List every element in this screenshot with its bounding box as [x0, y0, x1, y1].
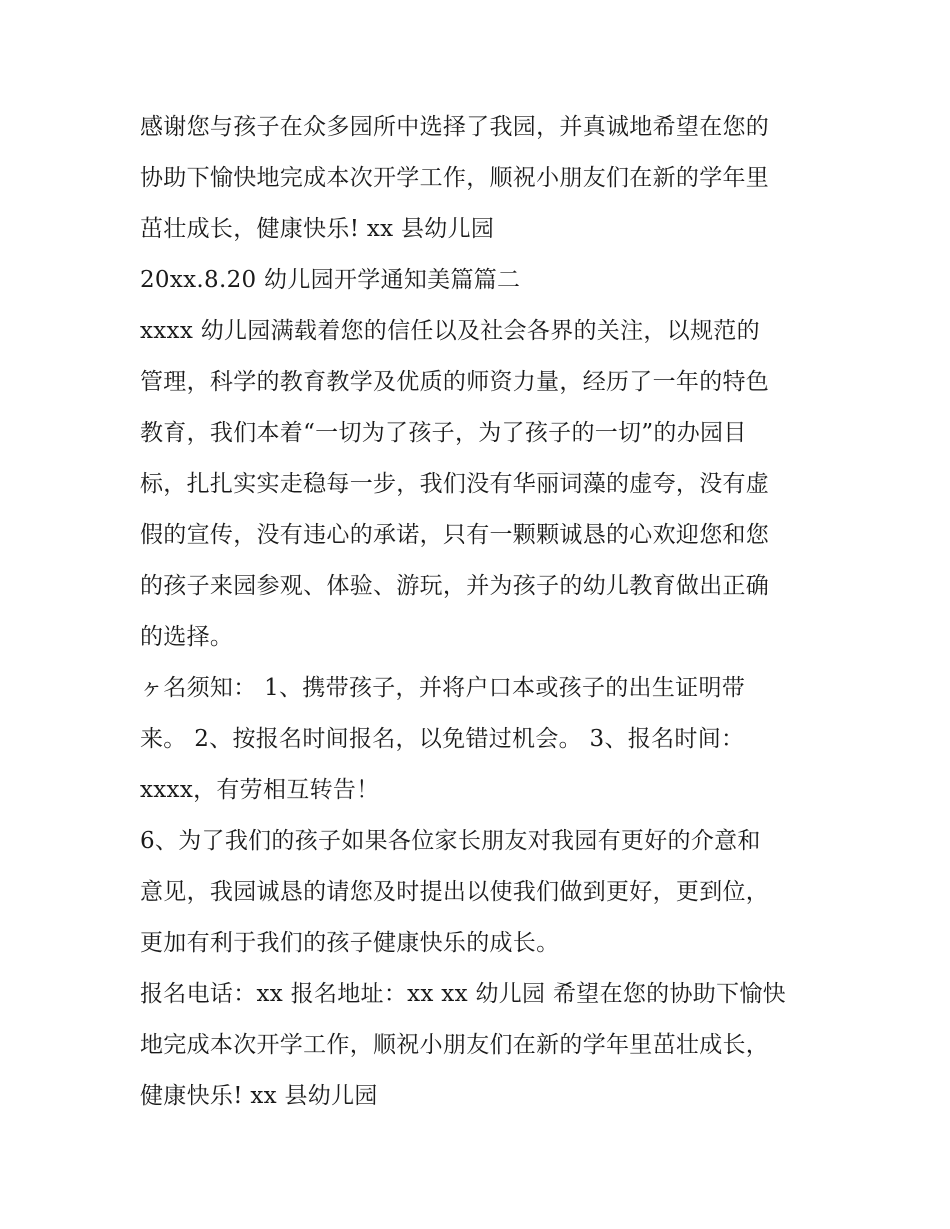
text-line: 教育，我们本着“一切为了孩子，为了孩子的一切”的办园目 [140, 420, 747, 446]
text-line: ヶ名须知： 1、携带孩子，并将户口本或孩子的出生证明带 [140, 675, 746, 701]
document-body [140, 102, 820, 1122]
section-heading: 20xx.8.20 幼儿园开学通知美篇篇二 [140, 267, 521, 293]
text-line: 感谢您与孩子在众多园所中选择了我园，并真诚地希望在您的 [140, 114, 770, 140]
text-line: 健康快乐! xx 县幼儿园 [140, 1083, 378, 1109]
text-line: xxxx 幼儿园满载着您的信任以及社会各界的关注，以规范的 [140, 318, 760, 344]
text-line: 的选择。 [140, 624, 234, 650]
text-line: 更加有利于我们的孩子健康快乐的成长。 [140, 930, 560, 956]
text-line: 6、为了我们的孩子如果各位家长朋友对我园有更好的介意和 [140, 828, 761, 854]
text-line: 假的宣传，没有违心的承诺，只有一颗颗诚恳的心欢迎您和您 [140, 522, 770, 548]
text-line: 报名电话：xx 报名地址：xx xx 幼儿园 希望在您的协助下愉快 [140, 981, 786, 1007]
text-line: 意见，我园诚恳的请您及时提出以使我们做到更好，更到位， [140, 879, 770, 905]
text-line: 标，扎扎实实走稳每一步，我们没有华丽词藻的虚夸，没有虚 [140, 471, 770, 497]
text-line: 茁壮成长，健康快乐! xx 县幼儿园 [140, 216, 495, 242]
text-line: 地完成本次开学工作，顺祝小朋友们在新的学年里茁壮成长， [140, 1032, 770, 1058]
text-line: 来。 2、按报名时间报名，以免错过机会。 3、报名时间： [140, 726, 745, 752]
text-line: xxxx，有劳相互转告！ [140, 777, 380, 803]
text-line: 协助下愉快地完成本次开学工作，顺祝小朋友们在新的学年里 [140, 165, 770, 191]
text-line: 的孩子来园参观、体验、游玩，并为孩子的幼儿教育做出正确 [140, 573, 770, 599]
text-line: 管理，科学的教育教学及优质的师资力量，经历了一年的特色 [140, 369, 770, 395]
